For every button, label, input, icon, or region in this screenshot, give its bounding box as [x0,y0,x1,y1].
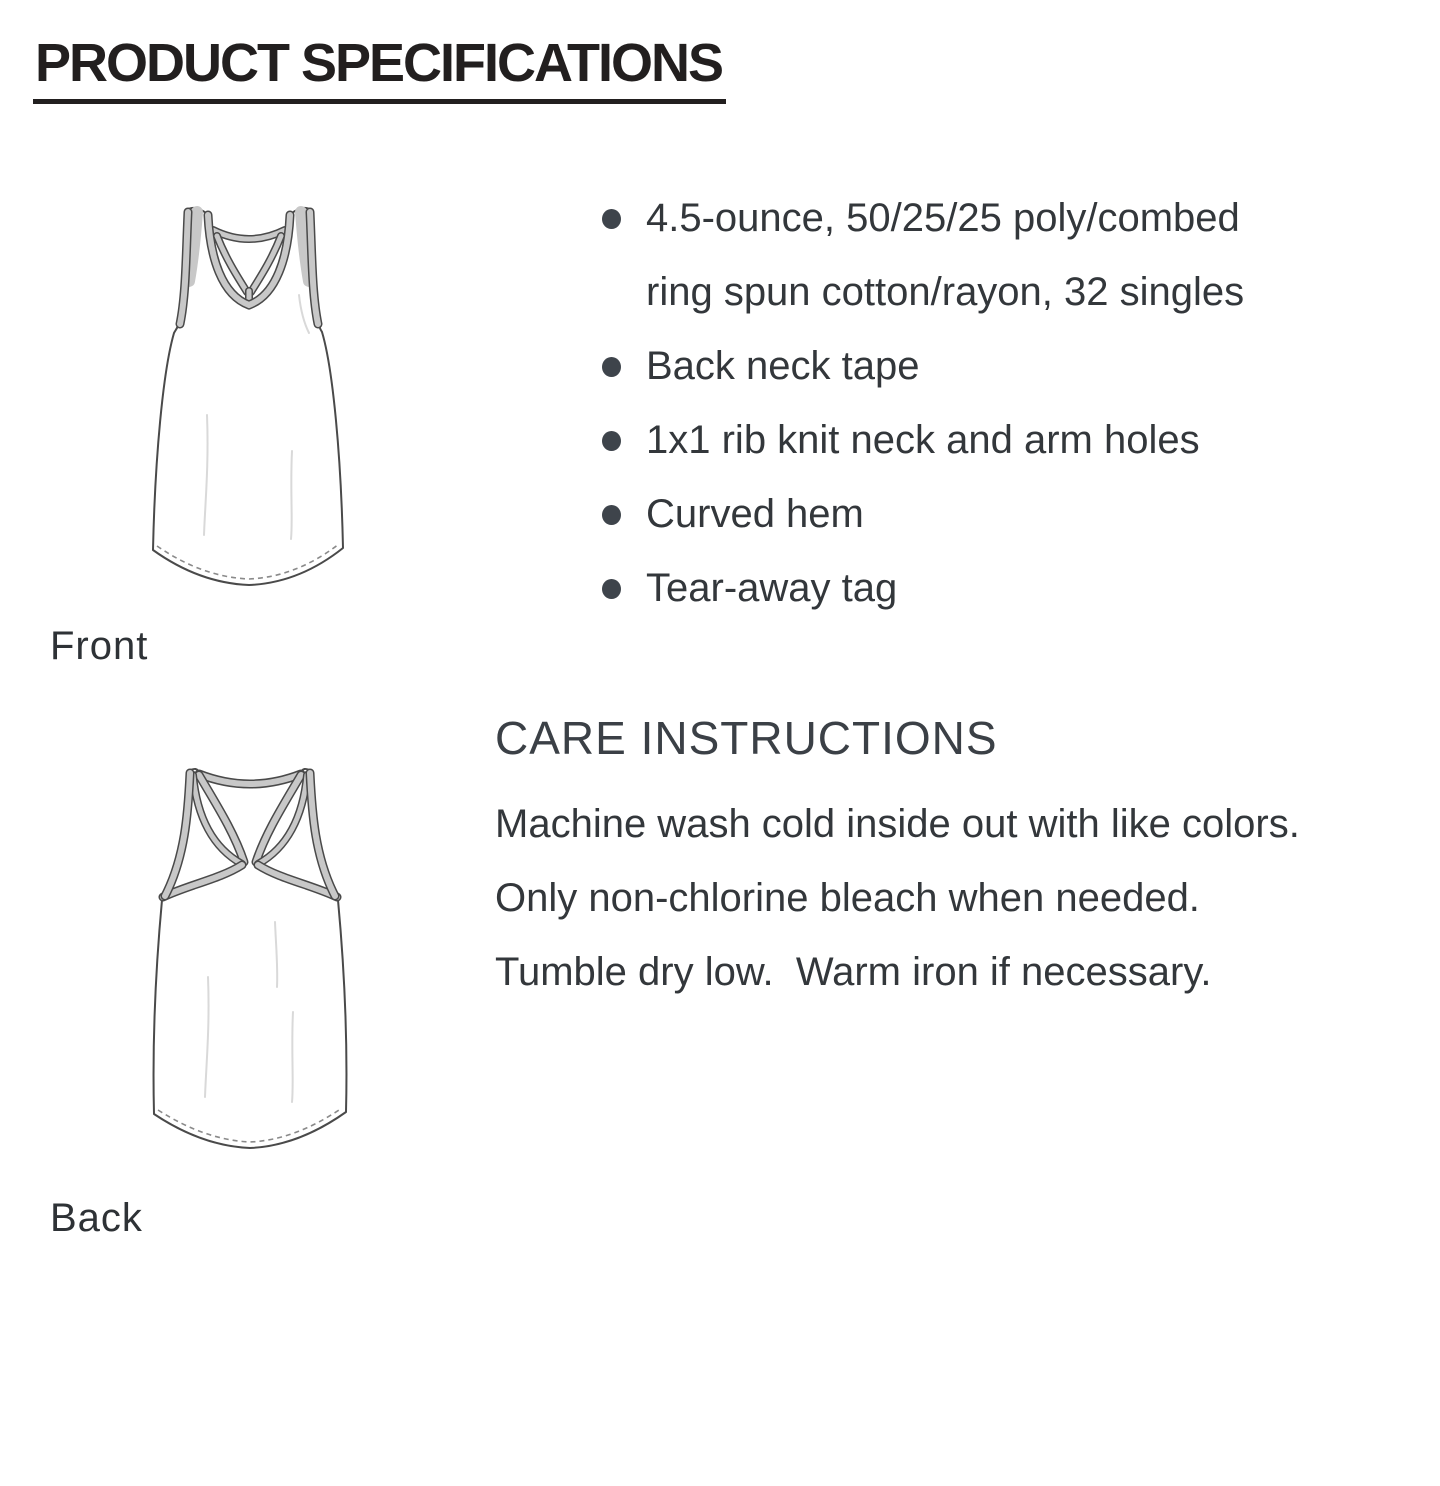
spec-text: Curved hem [646,492,864,536]
care-line: Machine wash cold inside out with like colors. [495,802,1300,846]
care-section [495,712,1415,1009]
back-label: Back [50,1196,143,1240]
front-tank-illustration [147,203,347,588]
list-item [602,403,1292,477]
spec-text: 1x1 rib knit neck and arm holes [646,418,1200,462]
specs-list [602,181,1292,625]
front-label: Front [50,624,149,668]
page-title: PRODUCT SPECIFICATIONS [33,36,726,104]
list-item [602,181,1292,329]
spec-text: Tear-away tag [646,566,898,610]
spec-text: 4.5-ounce, 50/25/25 poly/combed ring spun cotton/rayon, 32 singles [646,196,1245,314]
care-line: Tumble dry low. Warm iron if necessary. [495,950,1212,994]
list-item [602,329,1292,403]
spec-text: Back neck tape [646,344,920,388]
bullet-dot-icon [602,579,621,599]
bullet-dot-icon [602,209,621,229]
list-item [602,477,1292,551]
back-tank-illustration [150,762,350,1154]
care-heading: CARE INSTRUCTIONS [495,712,998,764]
bullet-dot-icon [602,357,621,377]
care-line: Only non-chlorine bleach when needed. [495,876,1200,920]
care-lines [495,787,1415,1009]
bullet-dot-icon [602,431,621,451]
list-item [602,551,1292,625]
bullet-dot-icon [602,505,621,525]
